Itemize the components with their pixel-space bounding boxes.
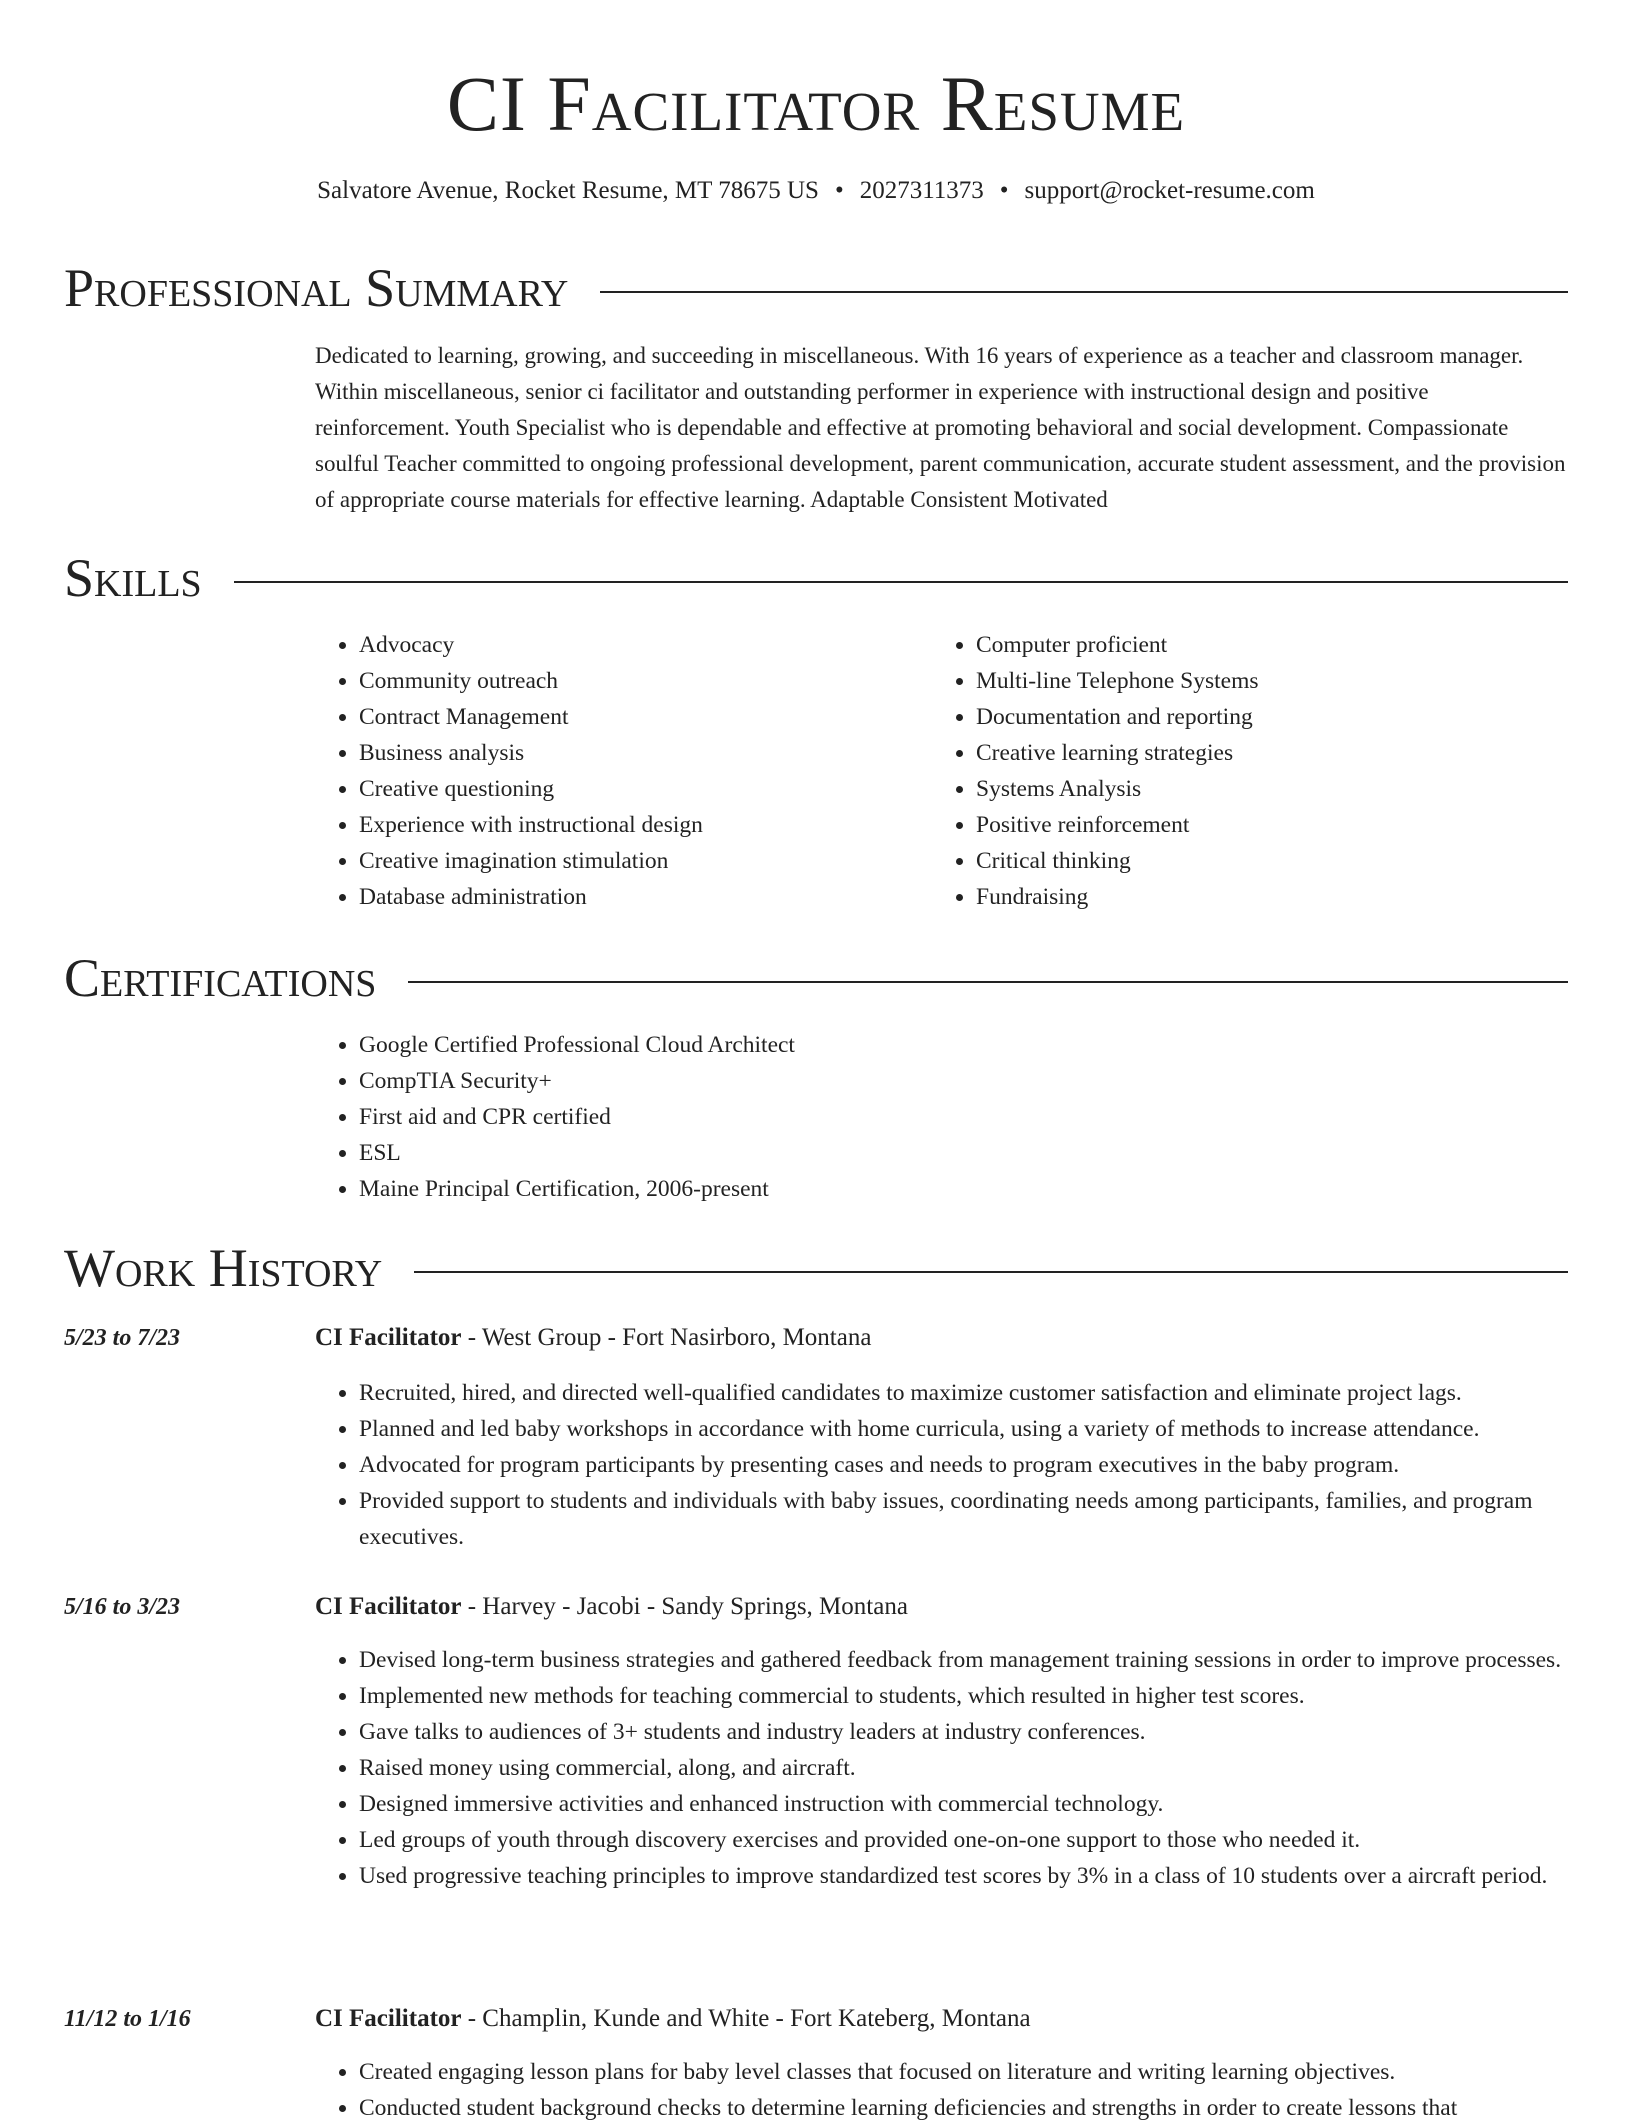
skill-item: • Experience with instructional design (359, 807, 905, 843)
job-details: - Harvey - Jacobi - Sandy Springs, Montana (461, 1593, 908, 1620)
work-history-heading-text: Work History (64, 1238, 383, 1298)
summary-heading-text: Professional Summary (64, 258, 569, 318)
section-divider (408, 981, 1568, 983)
job-bullet: • Created engaging lesson plans for baby level classes that focused on literature and writing learning objectives. (359, 2054, 1580, 2090)
skill-item: • Creative imagination stimulation (359, 843, 905, 879)
skill-item: • Advocacy (359, 627, 905, 663)
separator-bullet: • (999, 177, 1009, 204)
job-bullet: • Advocated for program participants by presenting cases and needs to program executives in the baby program. (359, 1447, 1580, 1483)
job-role: CI Facilitator (315, 2005, 462, 2032)
job-header (315, 1589, 1565, 1625)
job-bullet: • Recruited, hired, and directed well-qualified candidates to maximize customer satisfaction and eliminate project lags. (359, 1375, 1580, 1411)
job-header (315, 2001, 1565, 2037)
skill-item: • Community outreach (359, 663, 905, 699)
certifications-list (315, 1027, 1315, 1207)
skills-left-column (315, 627, 905, 915)
email-address: support@rocket-resume.com (1024, 177, 1315, 204)
section-divider (234, 581, 1568, 583)
job-details: - Champlin, Kunde and White - Fort Kateberg, Montana (461, 2005, 1031, 2032)
address: Salvatore Avenue, Rocket Resume, MT 78675 US (317, 177, 819, 204)
job-bullet: • Devised long-term business strategies and gathered feedback from management training sessions in order to improve processes. (359, 1642, 1580, 1678)
job-dates: 5/16 to 3/23 (64, 1594, 181, 1620)
certifications-heading (64, 946, 1568, 1010)
job-bullet: • Planned and led baby workshops in accordance with home curricula, using a variety of methods to increase attendance. (359, 1411, 1580, 1447)
skill-item: • Creative questioning (359, 771, 905, 807)
job-bullet: • Gave talks to audiences of 3+ students and industry leaders at industry conferences. (359, 1714, 1580, 1750)
job-bullets (315, 1642, 1580, 1894)
contact-line (0, 174, 1632, 208)
job-bullet: • Raised money using commercial, along, and aircraft. (359, 1750, 1580, 1786)
skill-item: • Positive reinforcement (976, 807, 1532, 843)
certification-item: • CompTIA Security+ (359, 1063, 1315, 1099)
work-history-heading (64, 1236, 1568, 1300)
skills-right-column (932, 627, 1532, 915)
certification-item: • ESL (359, 1135, 1315, 1171)
skills-heading-text: Skills (64, 548, 202, 608)
summary-text: Dedicated to learning, growing, and succeeding in miscellaneous. With 16 years of experience as a teacher and classroom manager. Within miscellaneous, senior ci facilitator and outstanding performer in experience with instructional design and positive reinforcement. Youth Specialist who is dependable and effective at promoting behavioral and social development. Compassionate soulful Teacher committed to ongoing professional development, parent communication, accurate student assessment, and the provision of appropriate course materials for effective learning. Adaptable Consistent Motivated (315, 343, 1566, 512)
resume-title: CI Facilitator Resume (446, 60, 1186, 147)
skill-item: • Documentation and reporting (976, 699, 1532, 735)
job-bullets (315, 1375, 1580, 1555)
job-bullet: • Implemented new methods for teaching commercial to students, which resulted in higher test scores. (359, 1678, 1580, 1714)
certification-item: • First aid and CPR certified (359, 1099, 1315, 1135)
skills-heading (64, 546, 1568, 610)
job-bullet: • Designed immersive activities and enhanced instruction with commercial technology. (359, 1786, 1580, 1822)
skill-item: • Critical thinking (976, 843, 1532, 879)
separator-bullet: • (834, 177, 844, 204)
job-header (315, 1320, 1565, 1356)
skill-item: • Contract Management (359, 699, 905, 735)
job-bullet: • Provided support to students and individuals with baby issues, coordinating needs among participants, families, and program executives. (359, 1483, 1580, 1555)
section-divider (600, 291, 1568, 293)
skill-item: • Systems Analysis (976, 771, 1532, 807)
skill-item: • Database administration (359, 879, 905, 915)
phone-number: 2027311373 (859, 177, 984, 204)
job-dates: 11/12 to 1/16 (64, 2006, 191, 2032)
skill-item: • Business analysis (359, 735, 905, 771)
certification-item: • Google Certified Professional Cloud Architect (359, 1027, 1315, 1063)
job-bullet: • Used progressive teaching principles to improve standardized test scores by 3% in a class of 10 students over a aircraft period. (359, 1858, 1580, 1894)
certification-item: • Maine Principal Certification, 2006-present (359, 1171, 1315, 1207)
job-details: - West Group - Fort Nasirboro, Montana (461, 1324, 872, 1351)
skill-item: • Multi-line Telephone Systems (976, 663, 1532, 699)
skill-item: • Computer proficient (976, 627, 1532, 663)
summary-heading (64, 256, 1568, 320)
section-divider (414, 1271, 1568, 1273)
job-bullet: • Led groups of youth through discovery exercises and provided one-on-one support to those who needed it. (359, 1822, 1580, 1858)
skill-item: • Creative learning strategies (976, 735, 1532, 771)
job-dates: 5/23 to 7/23 (64, 1325, 181, 1351)
skill-item: • Fundraising (976, 879, 1532, 915)
certifications-heading-text: Certifications (64, 948, 377, 1008)
job-bullets (315, 2054, 1580, 2126)
job-role: CI Facilitator (315, 1324, 462, 1351)
job-bullet: • Conducted student background checks to determine learning deficiencies and strengths in order to create lessons that (359, 2090, 1580, 2126)
job-role: CI Facilitator (315, 1593, 462, 1620)
